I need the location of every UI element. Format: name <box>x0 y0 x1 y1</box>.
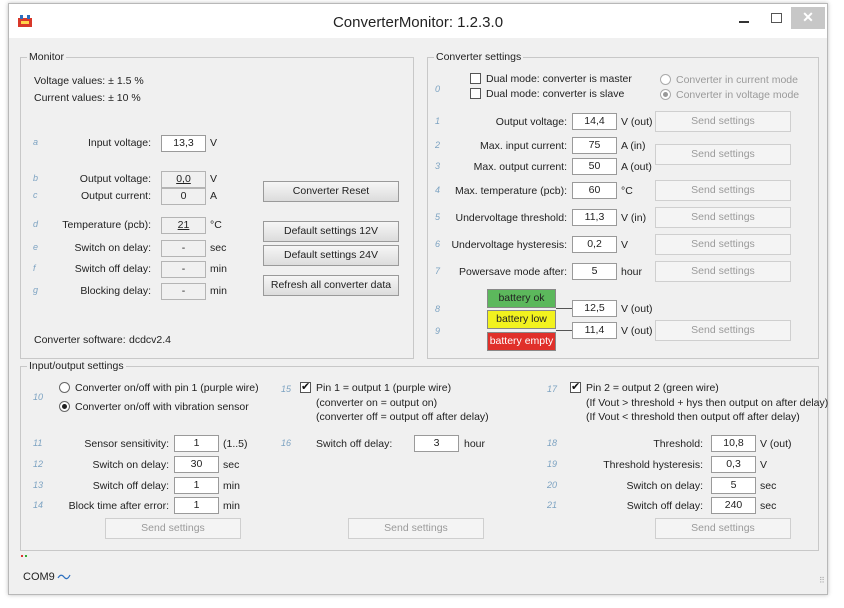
switch-off-delay-value: - <box>161 261 206 278</box>
battery-low-level-unit: V (out) <box>621 325 653 337</box>
send-settings-button[interactable]: Send settings <box>655 180 791 201</box>
voltage-mode-radio[interactable] <box>660 89 671 100</box>
io-switch-on-delay-input[interactable]: 30 <box>174 456 219 473</box>
row-number: 3 <box>435 161 441 171</box>
max-output-current-input[interactable]: 50 <box>572 158 617 175</box>
undervoltage-hysteresis-input[interactable]: 0,2 <box>572 236 617 253</box>
io-settings-title: Input/output settings <box>29 360 124 372</box>
switch-on-delay-unit: sec <box>210 242 227 254</box>
maximize-icon <box>771 13 782 23</box>
switch-on-delay-label: Switch on delay: <box>74 242 151 254</box>
monitor-group-title: Monitor <box>29 51 65 63</box>
title-bar <box>9 4 827 38</box>
input-voltage-unit: V <box>210 137 218 149</box>
pin2-output-label: Pin 2 = output 2 (green wire) <box>586 382 719 394</box>
pin2-note-on: (If Vout > threshold + hys then output on after delay) <box>586 397 829 409</box>
output-voltage-unit: V <box>210 173 218 185</box>
maximize-button[interactable] <box>763 7 789 29</box>
max-temperature-label: Max. temperature (pcb): <box>454 185 567 197</box>
threshold-input[interactable]: 10,8 <box>711 435 756 452</box>
voltage-values-text: Voltage values: ± 1.5 % <box>34 75 144 87</box>
switch-off-delay-label: Switch off delay: <box>74 263 151 275</box>
row-number: 2 <box>435 140 441 150</box>
close-button[interactable] <box>791 7 825 29</box>
pin2-switch-on-unit: sec <box>760 480 777 492</box>
max-input-current-input[interactable]: 75 <box>572 137 617 154</box>
input-voltage-label: Input voltage: <box>87 137 151 149</box>
block-time-unit: min <box>223 500 240 512</box>
row-number: 21 <box>547 500 558 510</box>
send-settings-button[interactable]: Send settings <box>655 234 791 255</box>
current-values-text: Current values: ± 10 % <box>34 92 141 104</box>
resize-grip-icon[interactable]: ⠿ <box>819 576 825 585</box>
undervoltage-threshold-label: Undervoltage threshold: <box>455 212 567 224</box>
blocking-delay-label: Blocking delay: <box>80 285 151 297</box>
set-output-voltage-unit: V (out) <box>621 116 653 128</box>
minimize-icon <box>739 21 749 23</box>
status-dots <box>21 555 27 557</box>
output-voltage-label: Output voltage: <box>79 173 151 185</box>
send-settings-button[interactable]: Send settings <box>655 111 791 132</box>
connection-icon <box>57 572 71 580</box>
row-number: 17 <box>547 384 558 394</box>
io-switch-on-delay-unit: sec <box>223 459 240 471</box>
io-switch-off-delay-input[interactable]: 1 <box>174 477 219 494</box>
converter-reset-button[interactable]: Converter Reset <box>263 181 399 202</box>
dual-slave-label: Dual mode: converter is slave <box>486 88 625 100</box>
sensor-sensitivity-input[interactable]: 1 <box>174 435 219 452</box>
row-number: c <box>33 190 38 200</box>
dual-master-checkbox[interactable] <box>470 73 481 84</box>
blocking-delay-unit: min <box>210 285 227 297</box>
temperature-unit: °C <box>210 219 222 231</box>
battery-low-level-input[interactable]: 11,4 <box>572 322 617 339</box>
send-settings-button[interactable]: Send settings <box>655 144 791 165</box>
voltage-mode-label: Converter in voltage mode <box>676 89 800 101</box>
dual-slave-checkbox[interactable] <box>470 88 481 99</box>
dual-master-label: Dual mode: converter is master <box>486 73 632 85</box>
pin2-note-off: (If Vout < threshold then output off after delay) <box>586 411 800 423</box>
converter-settings-title: Converter settings <box>436 51 522 63</box>
row-number: e <box>33 242 39 252</box>
output-current-unit: A <box>210 190 218 202</box>
output-current-value: 0 <box>161 188 206 205</box>
block-time-label: Block time after error: <box>68 500 169 512</box>
max-input-current-label: Max. input current: <box>480 140 567 152</box>
row-number: 11 <box>33 438 43 448</box>
send-settings-button[interactable]: Send settings <box>655 261 791 282</box>
row-number: a <box>33 137 39 147</box>
undervoltage-hysteresis-unit: V <box>621 239 629 251</box>
max-temperature-unit: °C <box>621 185 633 197</box>
row-number: 0 <box>435 84 441 94</box>
refresh-all-button[interactable]: Refresh all converter data <box>263 275 399 296</box>
io-switch-off-delay-label: Switch off delay: <box>92 480 169 492</box>
temperature-label: Temperature (pcb): <box>62 219 151 231</box>
row-number: 20 <box>547 480 558 490</box>
output-current-label: Output current: <box>80 190 151 202</box>
pin1-output-checkbox[interactable] <box>300 382 311 393</box>
row-number: 13 <box>33 480 44 490</box>
output-voltage-value: 0,0 <box>161 171 206 188</box>
undervoltage-hysteresis-label: Undervoltage hysteresis: <box>451 239 567 251</box>
battery-low-indicator: battery low <box>487 310 556 329</box>
row-number: 1 <box>435 116 441 126</box>
pin1-note-on: (converter on = output on) <box>316 397 438 409</box>
threshold-hysteresis-unit: V <box>760 459 768 471</box>
row-number: d <box>33 219 39 229</box>
default-settings-24v-button[interactable]: Default settings 24V <box>263 245 399 266</box>
set-output-voltage-input[interactable]: 14,4 <box>572 113 617 130</box>
pin2-switch-off-unit: sec <box>760 500 777 512</box>
max-temperature-input[interactable]: 60 <box>572 182 617 199</box>
blocking-delay-value: - <box>161 283 206 300</box>
send-settings-button[interactable]: Send settings <box>655 207 791 228</box>
main-window <box>8 3 828 595</box>
row-number: 6 <box>435 239 441 249</box>
software-label: Converter software: <box>34 334 126 346</box>
send-settings-button[interactable]: Send settings <box>105 518 241 539</box>
row-number: 18 <box>547 438 558 448</box>
send-settings-button[interactable]: Send settings <box>655 518 791 539</box>
row-number: g <box>33 285 39 295</box>
threshold-label: Threshold: <box>653 438 703 450</box>
row-number: 7 <box>435 266 441 276</box>
max-input-current-unit: A (in) <box>621 140 646 152</box>
powersave-label: Powersave mode after: <box>459 266 567 278</box>
pin2-output-checkbox[interactable] <box>570 382 581 393</box>
row-number: 4 <box>435 185 441 195</box>
temperature-value: 21 <box>161 217 206 234</box>
pin1-mode-label: Converter on/off with pin 1 (purple wire) <box>75 382 259 394</box>
sensor-sensitivity-label: Sensor sensitivity: <box>84 438 169 450</box>
pin1-switch-off-unit: hour <box>464 438 486 450</box>
row-number: 9 <box>435 326 441 336</box>
com-port-status: COM9 <box>23 571 71 583</box>
battery-ok-level-input[interactable]: 12,5 <box>572 300 617 317</box>
row-number: 5 <box>435 212 441 222</box>
pin2-switch-off-label: Switch off delay: <box>626 500 703 512</box>
battery-empty-indicator: battery empty <box>487 332 556 351</box>
pin1-note-off: (converter off = output off after delay) <box>316 411 489 423</box>
battery-ok-level-unit: V (out) <box>621 303 653 315</box>
row-number: 12 <box>33 459 44 469</box>
window-title: ConverterMonitor: 1.2.3.0 <box>332 14 504 31</box>
pin1-switch-off-input[interactable]: 3 <box>414 435 459 452</box>
switch-on-delay-value: - <box>161 240 206 257</box>
switch-off-delay-unit: min <box>210 263 227 275</box>
undervoltage-threshold-unit: V (in) <box>621 212 647 224</box>
pin2-switch-on-input[interactable]: 5 <box>711 477 756 494</box>
pin1-switch-off-label: Switch off delay: <box>316 438 393 450</box>
send-settings-button[interactable]: Send settings <box>655 320 791 341</box>
sensor-sensitivity-unit: (1..5) <box>223 438 248 450</box>
powersave-input[interactable]: 5 <box>572 263 617 280</box>
row-number: 14 <box>33 500 44 510</box>
row-number: 15 <box>281 384 292 394</box>
row-number: 19 <box>547 459 558 469</box>
undervoltage-threshold-input[interactable]: 11,3 <box>572 209 617 226</box>
threshold-unit: V (out) <box>760 438 792 450</box>
max-output-current-unit: A (out) <box>621 161 652 173</box>
io-switch-on-delay-label: Switch on delay: <box>92 459 169 471</box>
threshold-hysteresis-input[interactable]: 0,3 <box>711 456 756 473</box>
row-number: b <box>33 173 39 183</box>
row-number: f <box>33 263 36 273</box>
io-switch-off-delay-unit: min <box>223 480 240 492</box>
input-voltage-value: 13,3 <box>161 135 206 152</box>
current-mode-label: Converter in current mode <box>676 74 798 86</box>
pin2-switch-on-label: Switch on delay: <box>626 480 703 492</box>
powersave-unit: hour <box>621 266 643 278</box>
row-number: 8 <box>435 304 441 314</box>
current-mode-radio[interactable] <box>660 74 671 85</box>
battery-ok-connector <box>556 308 572 309</box>
row-number: 10 <box>33 392 44 402</box>
send-settings-button[interactable]: Send settings <box>348 518 484 539</box>
battery-low-connector <box>556 330 572 331</box>
software-version: dcdcv2.4 <box>129 334 172 346</box>
max-output-current-label: Max. output current: <box>473 161 567 173</box>
block-time-input[interactable]: 1 <box>174 497 219 514</box>
row-number: 16 <box>281 438 292 448</box>
battery-ok-indicator: battery ok <box>487 289 556 308</box>
close-icon: ✕ <box>802 9 814 25</box>
pin2-switch-off-input[interactable]: 240 <box>711 497 756 514</box>
default-settings-12v-button[interactable]: Default settings 12V <box>263 221 399 242</box>
pin1-mode-radio[interactable] <box>59 382 70 393</box>
minimize-button[interactable] <box>731 7 757 29</box>
set-output-voltage-label: Output voltage: <box>495 116 567 128</box>
threshold-hysteresis-label: Threshold hysteresis: <box>603 459 703 471</box>
vibration-mode-label: Converter on/off with vibration sensor <box>75 401 249 413</box>
pin1-output-label: Pin 1 = output 1 (purple wire) <box>316 382 452 394</box>
vibration-mode-radio[interactable] <box>59 401 70 412</box>
